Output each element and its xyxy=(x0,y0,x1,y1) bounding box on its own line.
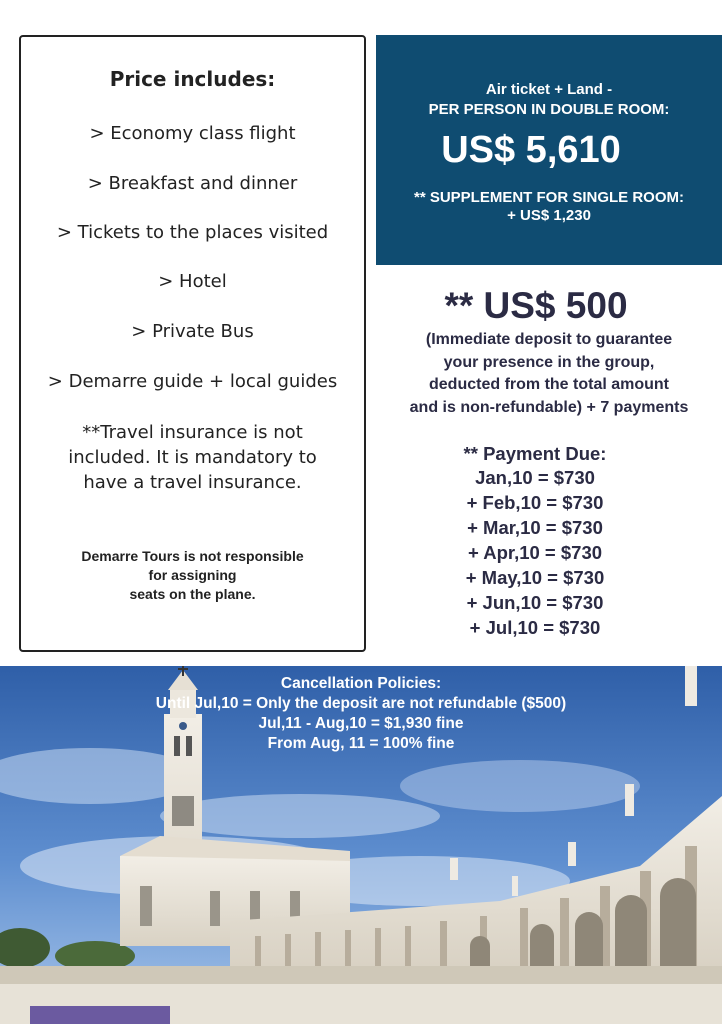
insurance-line: have a travel insurance. xyxy=(83,472,302,493)
price-header-line: PER PERSON IN DOUBLE ROOM: xyxy=(428,101,670,118)
payment-line-jul: + Jul,10 = $730 xyxy=(469,617,601,638)
insurance-line: **Travel insurance is not xyxy=(82,422,303,443)
include-item-hotel: > Hotel xyxy=(158,271,227,292)
includes-title: Price includes: xyxy=(109,67,276,91)
payment-line-jan: Jan,10 = $730 xyxy=(475,467,595,488)
include-item-guides: > Demarre guide + local guides xyxy=(47,371,338,392)
deposit-note-line: (Immediate deposit to guarantee xyxy=(425,331,673,348)
price-box xyxy=(376,35,722,265)
price-header xyxy=(376,80,722,120)
insurance-note xyxy=(31,420,354,495)
responsibility-line: seats on the plane. xyxy=(129,586,256,602)
payment-line-apr: + Apr,10 = $730 xyxy=(467,542,603,563)
supplement-line: ** SUPPLEMENT FOR SINGLE ROOM: xyxy=(413,189,684,206)
cancellation-policies xyxy=(0,674,722,754)
include-item-meals: > Breakfast and dinner xyxy=(87,173,298,194)
include-item-bus: > Private Bus xyxy=(131,321,254,342)
include-item-flight: > Economy class flight xyxy=(89,123,296,144)
responsibility-line: for assigning xyxy=(148,567,237,583)
deposit-amount: ** US$ 500 xyxy=(444,285,628,326)
responsibility-note xyxy=(41,547,344,604)
cancellation-title: Cancellation Policies: xyxy=(280,675,442,692)
price-includes-box xyxy=(19,35,366,652)
price-amount: US$ 5,610 xyxy=(441,129,621,171)
payment-title: ** Payment Due: xyxy=(463,443,607,464)
payment-line-jun: + Jun,10 = $730 xyxy=(466,592,604,613)
payment-line-mar: + Mar,10 = $730 xyxy=(467,517,603,538)
include-item-tickets: > Tickets to the places visited xyxy=(56,222,329,243)
deposit-note-line: deducted from the total amount xyxy=(429,376,669,393)
deposit-note xyxy=(376,329,722,419)
deposit-note-line: your presence in the group, xyxy=(443,353,655,371)
responsibility-line: Demarre Tours is not responsible xyxy=(81,548,304,564)
single-room-supplement xyxy=(376,189,722,225)
cancellation-line: From Aug, 11 = 100% fine xyxy=(267,735,455,752)
payment-line-feb: + Feb,10 = $730 xyxy=(466,492,604,513)
cancellation-line: Jul,11 - Aug,10 = $1,930 fine xyxy=(258,715,464,732)
deposit-note-line: and is non-refundable) + 7 payments xyxy=(409,398,689,416)
payment-line-may: + May,10 = $730 xyxy=(465,567,605,588)
price-header-line: Air ticket + Land - xyxy=(485,81,613,98)
insurance-line: included. It is mandatory to xyxy=(68,447,317,468)
payment-schedule xyxy=(400,443,670,642)
supplement-line: + US$ 1,230 xyxy=(507,207,591,224)
cancellation-line: Until Jul,10 = Only the deposit are not refundable ($500) xyxy=(155,695,567,712)
sanctuary-photo xyxy=(0,666,722,1024)
